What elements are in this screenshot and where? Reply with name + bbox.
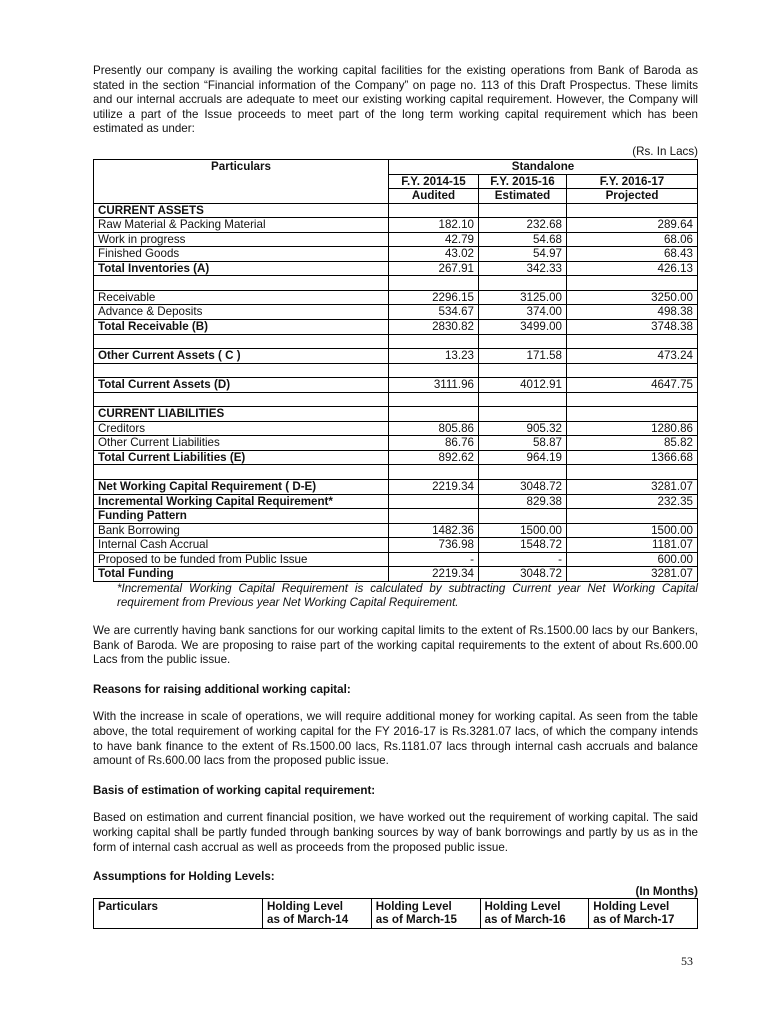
row-value: 54.68 [479, 232, 567, 247]
table-row [94, 319, 698, 334]
row-value [567, 203, 698, 218]
row-label: Total Current Assets (D) [94, 378, 389, 393]
row-value: 964.19 [479, 450, 567, 465]
holding-header-cell [480, 898, 589, 928]
row-value [479, 363, 567, 378]
table-row [94, 349, 698, 364]
table-row [94, 480, 698, 495]
table-row [94, 247, 698, 262]
table-row [94, 465, 698, 480]
header-year: F.Y. 2016-17 [567, 174, 698, 189]
table-row [94, 421, 698, 436]
basis-heading: Basis of estimation of working capital requirement: [93, 783, 376, 797]
row-value [389, 465, 479, 480]
row-value [567, 334, 698, 349]
row-value: 4012.91 [479, 378, 567, 393]
row-label: Internal Cash Accrual [94, 538, 389, 553]
row-value: - [479, 552, 567, 567]
row-label: Raw Material & Packing Material [94, 218, 389, 233]
row-value: 3281.07 [567, 480, 698, 495]
row-value [567, 509, 698, 524]
row-value [389, 363, 479, 378]
table-row [94, 218, 698, 233]
row-value: 2219.34 [389, 480, 479, 495]
row-value: 600.00 [567, 552, 698, 567]
table-row [94, 334, 698, 349]
holding-header-cell [371, 898, 480, 928]
row-value [567, 363, 698, 378]
row-value: 1548.72 [479, 538, 567, 553]
holding-line1: Holding Level [267, 899, 344, 913]
row-value [567, 407, 698, 422]
row-value [479, 407, 567, 422]
row-value: 1181.07 [567, 538, 698, 553]
footnote: *Incremental Working Capital Requirement is calculated by subtracting Current year Net Working Capital requirement from Previous year Net Working Capital Requirement. [117, 581, 698, 610]
table-row [94, 552, 698, 567]
table-row [94, 261, 698, 276]
holding-line1: Holding Level [593, 899, 670, 913]
row-value: 2830.82 [389, 319, 479, 334]
holding-header-cell [263, 898, 372, 928]
holding-header-particulars: Particulars [94, 898, 263, 928]
row-label: CURRENT ASSETS [94, 203, 389, 218]
row-label: Other Current Liabilities [94, 436, 389, 451]
table-row [94, 538, 698, 553]
table-row [94, 523, 698, 538]
row-value: 1366.68 [567, 450, 698, 465]
row-value: 2219.34 [389, 567, 479, 582]
holding-line1: Holding Level [484, 899, 561, 913]
header-standalone: Standalone [389, 159, 698, 174]
row-label [94, 392, 389, 407]
row-value: 342.33 [479, 261, 567, 276]
holding-levels-table [93, 898, 698, 929]
table-row [94, 276, 698, 291]
table-row [94, 407, 698, 422]
row-value [389, 334, 479, 349]
row-value: 426.13 [567, 261, 698, 276]
table-row [94, 567, 698, 582]
header-status: Projected [567, 189, 698, 204]
row-value: 498.38 [567, 305, 698, 320]
row-label [94, 465, 389, 480]
row-value: 68.06 [567, 232, 698, 247]
row-value: 2296.15 [389, 290, 479, 305]
row-value: 85.82 [567, 436, 698, 451]
basis-paragraph: Based on estimation and current financial position, we have worked out the requirement of working capital. The said working capital shall be partly funded through banking sources by way of bank borrowings and partly by us as in the form of internal cash accrual as well as proceeds from the proposed public issue. [93, 811, 698, 854]
row-value: 3111.96 [389, 378, 479, 393]
page-number: 53 [681, 954, 693, 968]
row-value [479, 392, 567, 407]
units-note: (Rs. In Lacs) [632, 144, 698, 158]
row-label [94, 334, 389, 349]
row-label: Total Inventories (A) [94, 261, 389, 276]
header-year: F.Y. 2014-15 [389, 174, 479, 189]
row-value [479, 334, 567, 349]
holding-line2: as of March-17 [593, 913, 675, 927]
row-label: Incremental Working Capital Requirement* [94, 494, 389, 509]
row-label: Total Current Liabilities (E) [94, 450, 389, 465]
row-value: 3281.07 [567, 567, 698, 582]
row-label [94, 276, 389, 291]
row-value: 267.91 [389, 261, 479, 276]
holding-header-row [94, 898, 698, 928]
row-label: Receivable [94, 290, 389, 305]
row-value [389, 392, 479, 407]
row-label: Funding Pattern [94, 509, 389, 524]
reasons-paragraph: With the increase in scale of operations, we will require additional money for working capital. As seen from the table above, the total requirement of working capital for the FY 2016-17 is Rs.3281.07 lacs, of which the company intends to have bank finance to the extent of Rs.1500.00 lacs, Rs.1181.07 lacs through internal cash accruals and balance amount of Rs.600.00 lacs from the proposed public issue. [93, 710, 698, 768]
row-value: 182.10 [389, 218, 479, 233]
table-row [94, 363, 698, 378]
header-particulars: Particulars [94, 159, 389, 203]
row-label: Bank Borrowing [94, 523, 389, 538]
row-value: 3048.72 [479, 567, 567, 582]
row-value: 54.97 [479, 247, 567, 262]
document-page [93, 64, 698, 929]
table-body [94, 203, 698, 581]
months-note: (In Months) [635, 884, 698, 898]
row-value [389, 494, 479, 509]
row-label: Proposed to be funded from Public Issue [94, 552, 389, 567]
row-value: 1482.36 [389, 523, 479, 538]
row-value: 86.76 [389, 436, 479, 451]
row-value [479, 509, 567, 524]
row-value: 3499.00 [479, 319, 567, 334]
row-value: 1500.00 [567, 523, 698, 538]
row-value: 3048.72 [479, 480, 567, 495]
row-label: CURRENT LIABILITIES [94, 407, 389, 422]
table-row [94, 232, 698, 247]
row-value [567, 465, 698, 480]
row-value: 905.32 [479, 421, 567, 436]
row-value: 1280.86 [567, 421, 698, 436]
holding-line1: Holding Level [375, 899, 452, 913]
row-value: 68.43 [567, 247, 698, 262]
row-value: 13.23 [389, 349, 479, 364]
table-header-row [94, 159, 698, 174]
row-value [479, 203, 567, 218]
table-row [94, 509, 698, 524]
row-value [389, 509, 479, 524]
row-value: 829.38 [479, 494, 567, 509]
row-label: Net Working Capital Requirement ( D-E) [94, 480, 389, 495]
holding-line2: as of March-15 [375, 913, 457, 927]
row-value: 58.87 [479, 436, 567, 451]
row-value: 42.79 [389, 232, 479, 247]
working-capital-table [93, 159, 698, 582]
row-value [389, 203, 479, 218]
row-value: 171.58 [479, 349, 567, 364]
table-row [94, 450, 698, 465]
row-value: 736.98 [389, 538, 479, 553]
row-label: Advance & Deposits [94, 305, 389, 320]
table-row [94, 436, 698, 451]
row-value: 534.67 [389, 305, 479, 320]
reasons-heading: Reasons for raising additional working capital: [93, 682, 351, 696]
row-value: 892.62 [389, 450, 479, 465]
holding-line2: as of March-14 [267, 913, 349, 927]
row-label: Creditors [94, 421, 389, 436]
sanctions-paragraph: We are currently having bank sanctions for our working capital limits to the extent of Rs.1500.00 lacs by our Bankers, Bank of Baroda. We are proposing to raise part of the working capital requirements to the extent of about Rs.600.00 Lacs from the public issue. [93, 624, 698, 667]
row-value: 3748.38 [567, 319, 698, 334]
table-row [94, 305, 698, 320]
row-value: 289.64 [567, 218, 698, 233]
header-status: Audited [389, 189, 479, 204]
row-label: Finished Goods [94, 247, 389, 262]
intro-paragraph: Presently our company is availing the working capital facilities for the existing operations from Bank of Baroda as stated in the section “Financial information of the Company” on page no. 113 of this Draft Prospectus. These limits and our internal accruals are adequate to meet our existing working capital requirement. However, the Company will utilize a part of the Issue proceeds to meet part of the long term working capital requirement which has been estimated as under: [93, 64, 698, 136]
row-value: 43.02 [389, 247, 479, 262]
row-value: - [389, 552, 479, 567]
row-value: 3125.00 [479, 290, 567, 305]
row-value [389, 276, 479, 291]
header-status: Estimated [479, 189, 567, 204]
row-value: 3250.00 [567, 290, 698, 305]
row-value: 1500.00 [479, 523, 567, 538]
row-value: 232.35 [567, 494, 698, 509]
row-label: Other Current Assets ( C ) [94, 349, 389, 364]
row-value: 805.86 [389, 421, 479, 436]
row-value [389, 407, 479, 422]
row-value [479, 465, 567, 480]
table-row [94, 378, 698, 393]
row-value [567, 276, 698, 291]
table-row [94, 290, 698, 305]
row-label: Total Funding [94, 567, 389, 582]
row-value: 473.24 [567, 349, 698, 364]
table-row [94, 203, 698, 218]
row-value [479, 276, 567, 291]
row-label: Work in progress [94, 232, 389, 247]
holding-header-cell [589, 898, 698, 928]
row-value: 374.00 [479, 305, 567, 320]
row-label: Total Receivable (B) [94, 319, 389, 334]
row-value: 232.68 [479, 218, 567, 233]
row-value: 4647.75 [567, 378, 698, 393]
assumptions-heading: Assumptions for Holding Levels: [93, 870, 275, 884]
header-year: F.Y. 2015-16 [479, 174, 567, 189]
table-row [94, 494, 698, 509]
table-row [94, 392, 698, 407]
holding-line2: as of March-16 [484, 913, 566, 927]
row-label [94, 363, 389, 378]
row-value [567, 392, 698, 407]
